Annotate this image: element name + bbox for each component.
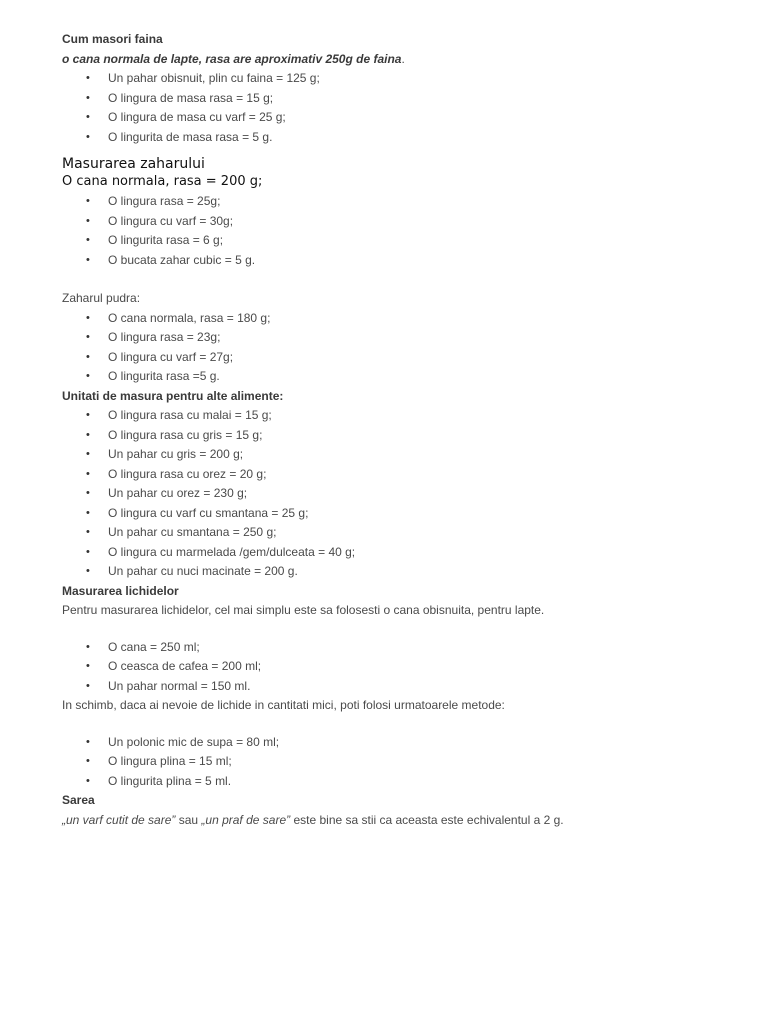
list-item-text: O cana normala, rasa = 180 g; — [108, 310, 271, 325]
list-item-text: O lingura rasa cu gris = 15 g; — [108, 427, 263, 442]
list-item — [62, 445, 742, 465]
list-item-text: Un polonic mic de supa = 80 ml; — [108, 734, 280, 749]
list-item-text: O cana = 250 ml; — [108, 639, 200, 654]
faina-subtitle — [62, 50, 742, 70]
list-item — [62, 752, 742, 772]
list-item — [62, 657, 742, 677]
list-item-text: O lingura plina = 15 ml; — [108, 754, 232, 768]
list-item — [62, 465, 742, 485]
list-item — [62, 562, 742, 582]
bullet-icon: • — [86, 331, 90, 343]
list-item-text: Un pahar cu smantana = 250 g; — [108, 525, 277, 539]
list-item — [62, 69, 742, 89]
bullet-icon: • — [86, 660, 90, 672]
list-item-text: O lingurita plina = 5 ml. — [108, 773, 232, 788]
sarea-title: Sarea — [62, 793, 95, 807]
list-item — [62, 677, 742, 697]
bullet-icon: • — [86, 350, 90, 363]
list-item — [62, 192, 742, 212]
bullet-icon: • — [86, 428, 90, 441]
list-item-text: O lingura cu varf = 30g; — [108, 213, 234, 228]
faina-title: Cum masori faina — [62, 32, 163, 46]
bullet-icon: • — [86, 130, 90, 143]
list-item — [62, 231, 742, 251]
sarea-text — [62, 811, 742, 831]
list-item — [62, 733, 742, 753]
bullet-icon: • — [86, 487, 90, 499]
list-item-text: O ceasca de cafea = 200 ml; — [108, 659, 262, 673]
bullet-icon: • — [86, 774, 90, 787]
list-item — [62, 348, 742, 368]
list-item-text: O lingura de masa cu varf = 25 g; — [108, 110, 286, 124]
bullet-icon: • — [86, 640, 90, 653]
lichide-intro2: In schimb, daca ai nevoie de lichide in cantitati mici, poti folosi urmatoarele metode: — [62, 698, 505, 712]
list-item-text: O lingura rasa cu orez = 20 g; — [108, 466, 267, 481]
bullet-icon: • — [86, 370, 90, 382]
bullet-icon: • — [86, 526, 90, 538]
bullet-icon: • — [86, 253, 90, 266]
list-item — [62, 89, 742, 109]
bullet-icon: • — [86, 409, 90, 421]
list-item — [62, 543, 742, 563]
list-item-text: O lingurita de masa rasa = 5 g. — [108, 129, 273, 144]
list-item — [62, 212, 742, 232]
pudra-list — [62, 309, 742, 387]
list-item-text: Un pahar cu nuci macinate = 200 g. — [108, 564, 298, 578]
list-item — [62, 128, 742, 148]
bullet-icon: • — [86, 91, 90, 104]
list-item-text: Un pahar obisnuit, plin cu faina = 125 g; — [108, 71, 320, 85]
bullet-icon: • — [86, 679, 90, 692]
sarea-mid: sau — [175, 812, 202, 827]
list-item-text: O lingura cu marmelada /gem/dulceata = 40 g; — [108, 544, 356, 559]
list-item — [62, 772, 742, 792]
list-item — [62, 504, 742, 524]
list-item — [62, 251, 742, 271]
bullet-icon: • — [86, 506, 90, 519]
list-item — [62, 309, 742, 329]
alte-title: Unitati de masura pentru alte alimente: — [62, 388, 284, 403]
sarea-rest: este bine sa stii ca aceasta este echivalentul a 2 g. — [290, 812, 564, 827]
bullet-icon: • — [86, 234, 90, 246]
list-item-text: O lingura rasa = 23g; — [108, 330, 221, 344]
faina-subtitle-text: o cana normala de lapte, rasa are aproximativ 250g de faina — [62, 51, 402, 66]
zahar-heading: Masurarea zaharului — [62, 156, 205, 172]
bullet-icon: • — [86, 735, 90, 748]
list-item — [62, 108, 742, 128]
list-item-text: O lingura rasa cu malai = 15 g; — [108, 408, 272, 422]
sarea-quote-2: „un praf de sare” — [201, 812, 291, 827]
alte-list — [62, 406, 742, 582]
list-item — [62, 426, 742, 446]
list-item — [62, 523, 742, 543]
bullet-icon: • — [86, 565, 90, 577]
list-item-text: O lingura cu varf = 27g; — [108, 349, 234, 364]
zahar-list — [62, 192, 742, 270]
list-item-text: Un pahar cu gris = 200 g; — [108, 447, 244, 461]
lichide-list-2 — [62, 733, 742, 792]
list-item — [62, 328, 742, 348]
list-item-text: O lingurita rasa = 6 g; — [108, 233, 224, 247]
list-item-text: O lingura rasa = 25g; — [108, 194, 221, 208]
faina-subtitle-end: . — [401, 51, 405, 66]
document-page — [62, 30, 742, 830]
lichide-list — [62, 638, 742, 697]
bullet-icon: • — [86, 755, 90, 767]
lichide-title: Masurarea lichidelor — [62, 583, 179, 598]
list-item-text: Un pahar cu orez = 230 g; — [108, 486, 248, 500]
bullet-icon: • — [86, 72, 90, 84]
bullet-icon: • — [86, 467, 90, 480]
list-item-text: Un pahar normal = 150 ml. — [108, 678, 251, 693]
faina-list — [62, 69, 742, 147]
pudra-title: Zaharul pudra: — [62, 291, 141, 305]
list-item — [62, 638, 742, 658]
bullet-icon: • — [86, 111, 90, 123]
list-item — [62, 484, 742, 504]
bullet-icon: • — [86, 195, 90, 207]
bullet-icon: • — [86, 214, 90, 227]
bullet-icon: • — [86, 448, 90, 460]
list-item-text: O bucata zahar cubic = 5 g. — [108, 252, 256, 267]
bullet-icon: • — [86, 311, 90, 324]
lichide-intro: Pentru masurarea lichidelor, cel mai simplu este sa folosesti o cana obisnuita, pentru lapte. — [62, 603, 545, 617]
zahar-subheading: O cana normala, rasa = 200 g; — [62, 174, 263, 189]
list-item — [62, 406, 742, 426]
list-item-text: O lingura de masa rasa = 15 g; — [108, 90, 274, 105]
bullet-icon: • — [86, 545, 90, 558]
list-item — [62, 367, 742, 387]
list-item-text: O lingura cu varf cu smantana = 25 g; — [108, 505, 309, 520]
sarea-quote-1: „un varf cutit de sare” — [62, 812, 176, 827]
list-item-text: O lingurita rasa =5 g. — [108, 369, 220, 383]
